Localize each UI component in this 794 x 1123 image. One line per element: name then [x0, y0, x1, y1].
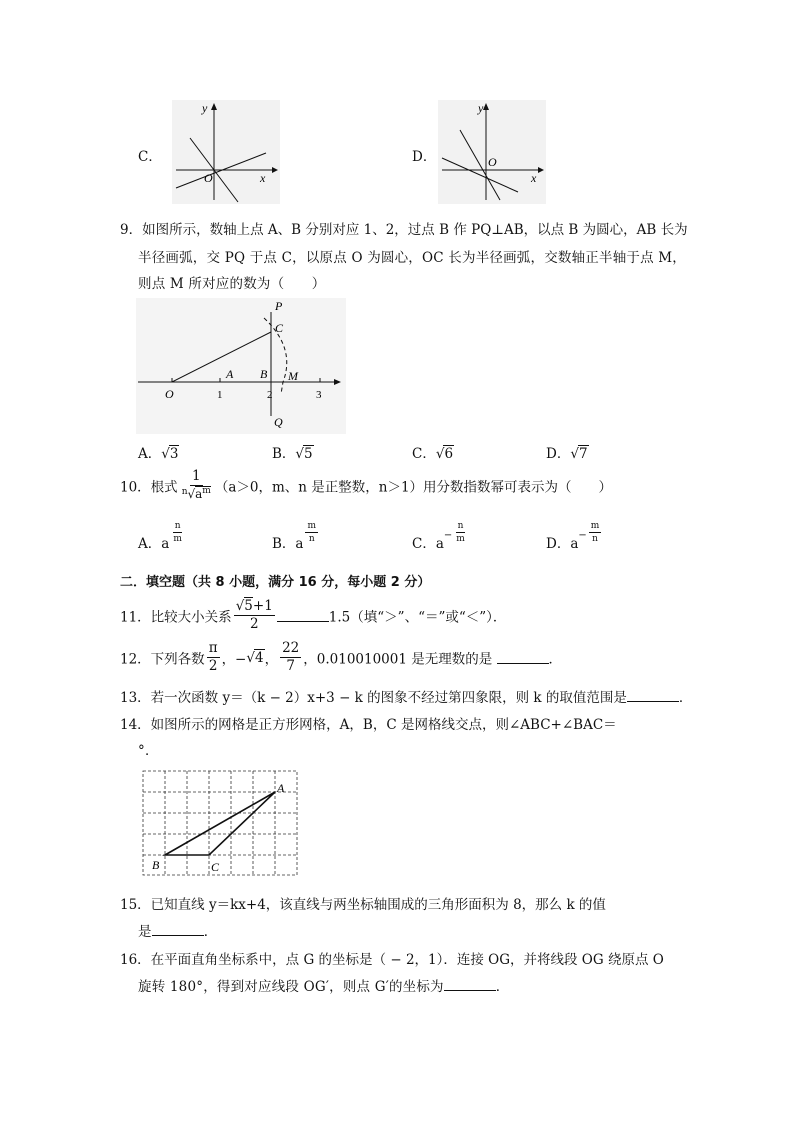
answer-blank[interactable] — [627, 689, 679, 702]
q9-option-a[interactable] — [138, 442, 179, 462]
q9-line1: 9．如图所示，数轴上点 A、B 分别对应 1、2，过点 B 作 PQ⊥AB，以点 B 为圆心，AB 长为 — [120, 222, 688, 238]
label-b: B — [260, 367, 268, 381]
x-axis-label: x — [531, 171, 537, 185]
q11 — [120, 600, 506, 631]
label-p: P — [275, 299, 283, 313]
x-axis-label: x — [260, 171, 266, 185]
option-c-graph — [172, 100, 280, 204]
option-label: B． — [272, 446, 296, 462]
neg-sign: − — [578, 530, 587, 541]
origin-label: O — [488, 155, 497, 169]
q9-figure — [136, 298, 346, 434]
section-title: 二．填空题（共 8 小题，满分 16 分，每小题 2 分） — [120, 575, 431, 590]
sqrt-sign: √5 — [295, 446, 313, 462]
q14-line2: °． — [138, 743, 159, 759]
q10-number: 10．根式 — [120, 479, 178, 496]
label-o: O — [165, 387, 174, 401]
option-label: D． — [546, 536, 571, 552]
q11-fraction: $\frac{√5+1}{2}$ — [235, 598, 273, 632]
exponent: $\frac{n}{m}$ — [456, 520, 465, 544]
q12-sqrt: √4 — [246, 649, 264, 666]
option-label: A． — [138, 446, 162, 462]
q11-prefix: 11．比较大小关系 — [120, 609, 232, 626]
q10-option-a[interactable] — [138, 520, 186, 556]
origin-label: O — [204, 171, 213, 185]
answer-blank[interactable] — [497, 651, 549, 664]
base: a — [435, 536, 444, 552]
base: a — [295, 536, 304, 552]
q16-line2: 旋转 180°，得到对应线段 OG′，则点 G′的坐标为 ． — [138, 979, 510, 995]
q13 — [120, 686, 692, 706]
q12-suffix: ，0.010010001 是无理数的是 — [303, 651, 493, 668]
label-q: Q — [274, 415, 283, 429]
neg-sign: − — [443, 530, 453, 541]
base: a — [570, 536, 579, 552]
q12-neg: ，− — [221, 651, 247, 668]
q10-option-d[interactable] — [546, 520, 603, 556]
q10-stem — [120, 470, 612, 501]
sqrt-sign: √3 — [161, 446, 179, 462]
label-c: C — [211, 860, 220, 874]
label-a: A — [226, 367, 234, 381]
q9-line3: 则点 M 所对应的数为（ ） — [138, 276, 326, 292]
y-axis-label: y — [202, 101, 208, 115]
q12-fraction-pi: $\frac{\pi}{2}$ — [208, 640, 218, 674]
option-c-label[interactable]: C． — [138, 149, 162, 165]
q10-radical-fraction: $\frac{1}{^n√a^m}$ — [181, 468, 211, 501]
q9-option-c[interactable] — [412, 442, 454, 462]
tick-1: 1 — [217, 389, 223, 401]
label-c: C — [275, 321, 284, 335]
q12-fraction-22-7: $\frac{22}{7}$ — [282, 640, 300, 674]
option-d-label[interactable]: D． — [412, 149, 437, 165]
sqrt-sign: √7 — [570, 446, 588, 462]
answer-blank[interactable] — [444, 978, 496, 991]
option-label: C． — [412, 536, 436, 552]
q10-option-c[interactable] — [412, 520, 469, 556]
q9-option-b[interactable] — [272, 442, 314, 462]
option-label: D． — [546, 446, 571, 462]
q9-line2: 半径画弧，交 PQ 于点 C，以原点 O 为圆心，OC 长为半径画弧，交数轴正半轴于点 M， — [138, 250, 687, 266]
label-a: A — [277, 781, 285, 795]
q15-line2: 是 ． — [138, 924, 218, 940]
option-label: A． — [138, 536, 162, 552]
tick-2: 2 — [267, 389, 273, 401]
q16-line1: 16．在平面直角坐标系中，点 G 的坐标是（ − 2，1）．连接 OG，并将线段 OG 绕原点 O — [120, 952, 664, 968]
exponent: $\frac{n}{m}$ — [173, 520, 182, 544]
q10-option-b[interactable] — [272, 520, 320, 556]
q13-end: ． — [678, 690, 693, 706]
q13-text: 13．若一次函数 y＝（k − 2）x+3 − k 的图象不经过第四象限，则 k 的取值范围是 — [120, 690, 627, 706]
q10-text: （a＞0，m、n 是正整数，n＞1）用分数指数幂可表示为（ ） — [214, 479, 613, 496]
q12: 12．下列各数 $\frac{\pi}{2}$ ，−√4， $\frac{22}{7}$ ，0.010010001 是无理数的是 ． — [120, 640, 563, 674]
answer-blank[interactable] — [277, 609, 329, 622]
exponent: $\frac{m}{n}$ — [307, 520, 317, 544]
q12-end: ． — [548, 651, 563, 668]
q14-grid-figure — [140, 768, 300, 878]
label-m: M — [288, 369, 298, 383]
sqrt-sign: √6 — [435, 446, 454, 462]
option-label: C． — [412, 446, 436, 462]
option-label: B． — [272, 536, 296, 552]
q12-prefix: 12．下列各数 — [120, 651, 205, 668]
q15-line1: 15．已知直线 y＝kx+4，该直线与两坐标轴围成的三角形面积为 8，那么 k 的值 — [120, 897, 606, 913]
base: a — [161, 536, 170, 552]
answer-blank[interactable] — [152, 923, 204, 936]
q11-suffix: 1.5（填“＞”、“＝”或“＜”）． — [328, 609, 507, 626]
q14-line1: 14．如图所示的网格是正方形网格，A，B，C 是网格线交点，则∠ABC+∠BAC＝ — [120, 717, 617, 733]
option-d-graph — [438, 100, 546, 204]
label-b: B — [152, 858, 160, 872]
exponent: $\frac{m}{n}$ — [590, 520, 600, 544]
q9-option-d[interactable] — [546, 442, 589, 462]
tick-3: 3 — [316, 389, 322, 401]
y-axis-label: y — [478, 101, 484, 115]
